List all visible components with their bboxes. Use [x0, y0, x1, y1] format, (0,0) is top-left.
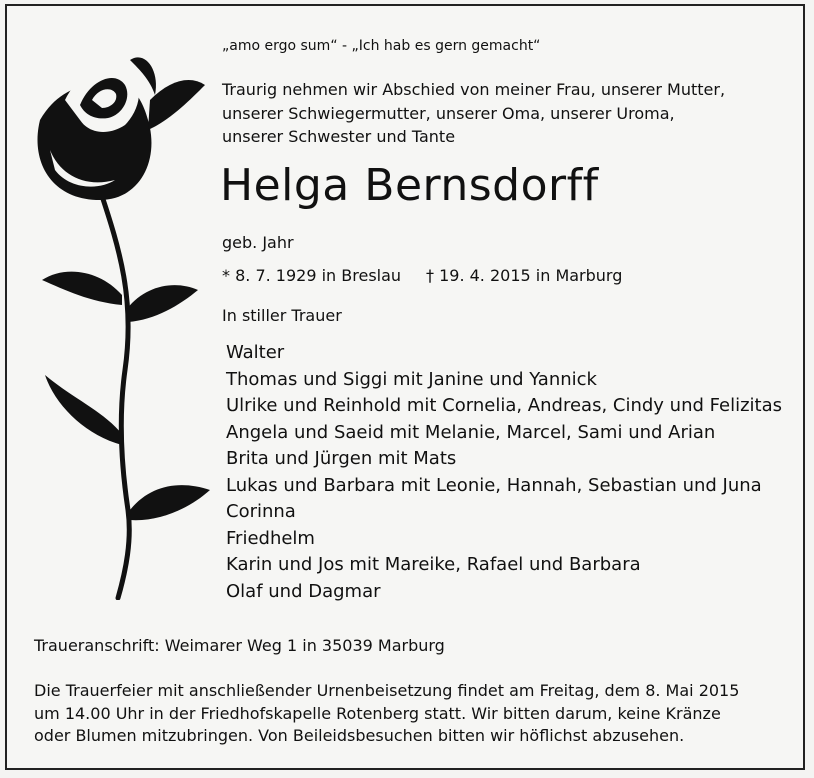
- intro-line: unserer Schwiegermutter, unserer Oma, unserer Uroma,: [222, 103, 675, 123]
- service-line: um 14.00 Uhr in der Friedhofskapelle Rotenberg statt. Wir bitten darum, keine Kränze: [34, 703, 721, 723]
- mourner-entry: Thomas und Siggi mit Janine und Yannick: [226, 368, 597, 390]
- funeral-service-text: [34, 680, 739, 748]
- mourner-entry: Ulrike und Reinhold mit Cornelia, Andreas, Cindy und Felizitas: [226, 395, 782, 416]
- death-date: † 19. 4. 2015 in Marburg: [426, 266, 623, 285]
- mourning-address: Traueranschrift: Weimarer Weg 1 in 35039 Marburg: [34, 636, 445, 655]
- mourner-entry: Olaf und Dagmar: [226, 580, 381, 602]
- mourner-entry: Walter: [226, 342, 285, 363]
- service-line: Die Trauerfeier mit anschließender Urnenbeisetzung findet am Freitag, dem 8. Mai 2015: [34, 681, 740, 700]
- mourner-entry: Karin und Jos mit Mareike, Rafael und Barbara: [226, 554, 641, 575]
- motto: „amo ergo sum“ - „Ich hab es gern gemacht“: [222, 38, 541, 54]
- intro-text: [222, 78, 725, 149]
- mourner-entry: Brita und Jürgen mit Mats: [226, 448, 457, 469]
- rose-illustration: [30, 40, 220, 600]
- intro-line: unserer Schwester und Tante: [222, 127, 456, 146]
- mourner-entry: Lukas und Barbara mit Leonie, Hannah, Sebastian und Juna: [226, 474, 762, 496]
- mourner-entry: Friedhelm: [226, 527, 315, 549]
- maiden-name: geb. Jahr: [222, 233, 294, 252]
- mourner-entry: Angela und Saeid mit Melanie, Marcel, Sami und Arian: [226, 421, 716, 443]
- birth-date: * 8. 7. 1929 in Breslau: [222, 266, 402, 285]
- intro-line: Traurig nehmen wir Abschied von meiner Frau, unserer Mutter,: [222, 80, 726, 99]
- mourning-label: In stiller Trauer: [222, 306, 342, 325]
- deceased-name: Helga Bernsdorff: [220, 160, 599, 211]
- service-line: oder Blumen mitzubringen. Von Beileidsbesuchen bitten wir höflichst abzusehen.: [34, 726, 685, 745]
- mourners-list: [226, 340, 782, 605]
- mourner-entry: Corinna: [226, 501, 296, 522]
